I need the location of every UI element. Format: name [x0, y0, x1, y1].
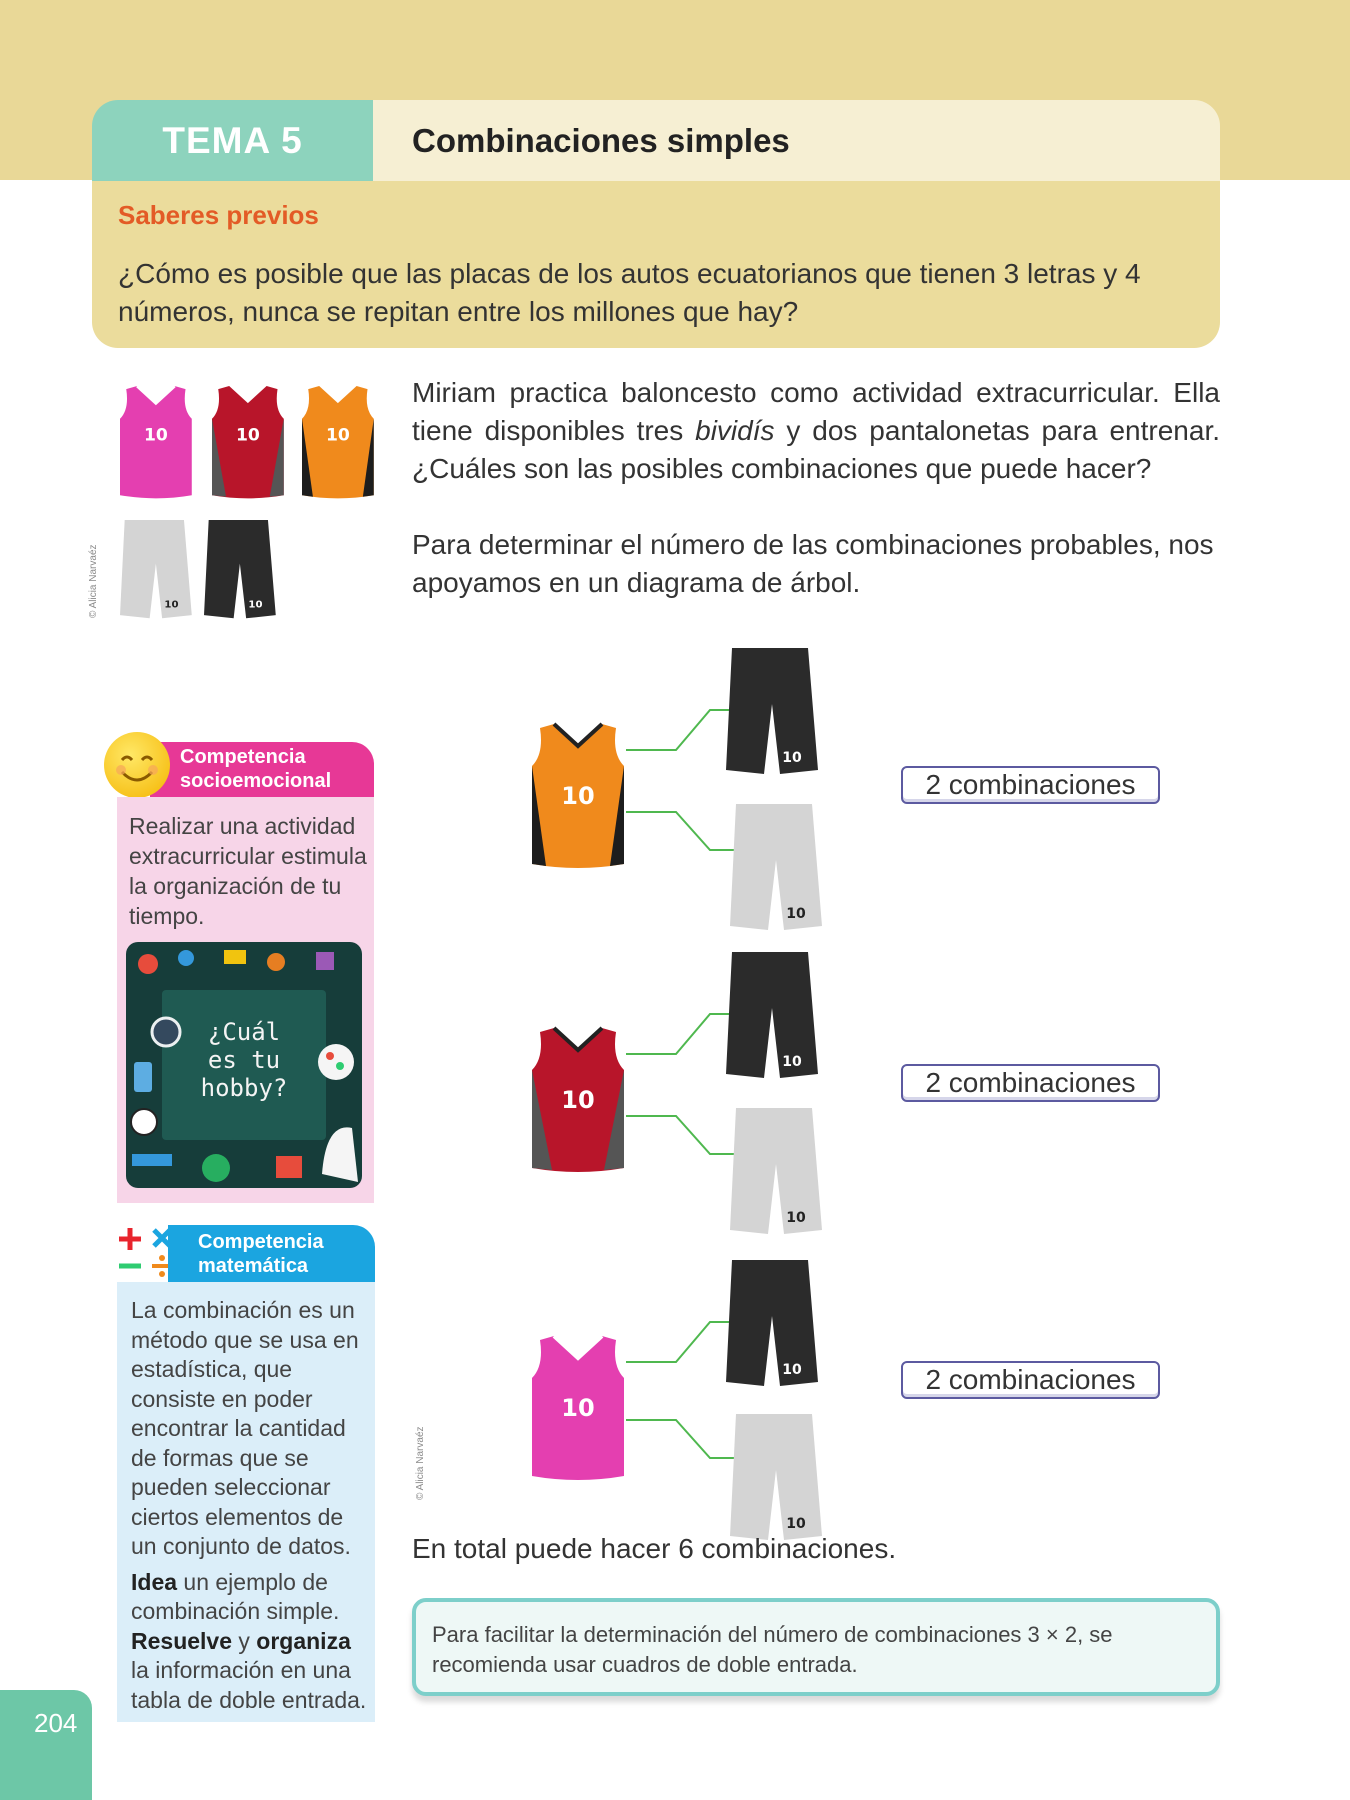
- jersey-number: 10: [561, 782, 595, 810]
- activity-part: un ejemplo de combinación simple.: [131, 1568, 340, 1624]
- tree-gray-shorts: [730, 804, 822, 930]
- photo-credit: © Alicia Narvaéz: [415, 1426, 426, 1500]
- definition-text: La combinación es un método que se usa en estadística, que consiste en poder encontrar la cantidad de formas que se pueden seleccionar ciertos elementos de un conjunto de datos.: [131, 1297, 359, 1559]
- intro-paragraph: [412, 374, 1220, 488]
- prior-knowledge-question: ¿Cómo es posible que las placas de los autos ecuatorianos que tienen 3 letras y 4 números, nunca se repitan entre los millones que hay?: [118, 258, 1141, 327]
- intro-text: Miriam practica baloncesto como actividad extracurricular. Ella tiene disponibles tres: [412, 377, 1220, 446]
- activity-part: y: [232, 1627, 257, 1654]
- tree-branch: [626, 812, 750, 850]
- shorts-number: 10: [786, 1210, 806, 1226]
- combination-count-box: 2 combinaciones: [901, 1361, 1160, 1399]
- keyword: Resuelve: [131, 1627, 233, 1654]
- red-jersey-small: [212, 386, 284, 498]
- jersey-number: 10: [235, 425, 260, 446]
- chalkboard-text: ¿Cuál: [207, 1018, 281, 1046]
- page-title: Combinaciones simples: [373, 100, 1220, 181]
- intro-emphasis: bividís: [695, 415, 775, 446]
- tree-diagram: [520, 640, 840, 1540]
- tree-gray-shorts: [730, 1414, 822, 1540]
- activity-text: [131, 1627, 371, 1716]
- tree-branch: [626, 1420, 750, 1458]
- competencia-matematica-box: [117, 1282, 375, 1722]
- activity-text: [131, 1568, 371, 1627]
- shorts-number: 10: [248, 599, 263, 611]
- tree-orange-jersey: [532, 724, 624, 868]
- jersey-number: 10: [325, 425, 350, 446]
- photo-credit: © Alicia Narvaéz: [88, 544, 99, 618]
- shorts-number: 10: [782, 1054, 802, 1070]
- combination-count-box: 2 combinaciones: [901, 1064, 1160, 1102]
- jersey-number: 10: [561, 1394, 595, 1422]
- shorts-number: 10: [786, 906, 806, 922]
- page-number: 204: [0, 1690, 92, 1800]
- tree-red-jersey: [532, 1028, 624, 1172]
- competencia-socioemocional-header: [150, 742, 374, 797]
- shorts-number: 10: [786, 1516, 806, 1532]
- hobby-chalkboard-illustration: [126, 942, 362, 1188]
- tema-label: TEMA 5: [92, 100, 373, 181]
- shorts-number: 10: [782, 750, 802, 766]
- tree-intro-paragraph: Para determinar el número de las combinaciones probables, nos apoyamos en un diagrama de árbol.: [412, 529, 1214, 598]
- competencia-title: Competencia: [198, 1231, 324, 1253]
- combination-count-box: 2 combinaciones: [901, 766, 1160, 804]
- tree-pink-jersey: [532, 1336, 624, 1480]
- jersey-number: 10: [143, 425, 168, 446]
- pink-jersey-small: [120, 386, 192, 498]
- jersey-number: 10: [561, 1086, 595, 1114]
- shorts-number: 10: [782, 1362, 802, 1378]
- tree-black-shorts: [726, 1260, 818, 1386]
- smiley-icon: [104, 732, 170, 798]
- topic-header: [92, 100, 1220, 348]
- tree-black-shorts: [726, 952, 818, 1078]
- orange-jersey-small: [302, 386, 374, 498]
- competencia-socioemocional-box: [117, 797, 374, 1203]
- competencia-title: Competencia: [180, 746, 306, 768]
- shorts-number: 10: [164, 599, 179, 611]
- keyword: Idea: [131, 1568, 178, 1595]
- chalkboard-text: hobby?: [200, 1074, 288, 1102]
- tree-branch: [626, 1116, 750, 1154]
- activity-part: la información en una tabla de doble entrada.: [131, 1657, 367, 1713]
- gray-shorts-small: [120, 520, 192, 618]
- clothing-set-illustration: [120, 386, 380, 622]
- black-shorts-small: [204, 520, 276, 618]
- saberes-previos-label: Saberes previos: [118, 200, 319, 230]
- total-combinations: En total puede hacer 6 combinaciones.: [412, 1533, 897, 1564]
- competencia-mat-text: [131, 1296, 371, 1715]
- tip-box: Para facilitar la determinación del número de combinaciones 3 × 2, se recomienda usar cuadros de doble entrada.: [412, 1598, 1220, 1696]
- keyword: organiza: [256, 1627, 351, 1654]
- tree-gray-shorts: [730, 1108, 822, 1234]
- competencia-title: matemática: [198, 1255, 309, 1277]
- competencia-matematica-header: [168, 1225, 375, 1282]
- tree-black-shorts: [726, 648, 818, 774]
- competencia-title: socioemocional: [180, 770, 332, 792]
- chalkboard-text: es tu: [207, 1046, 281, 1074]
- competencia-socio-text: Realizar una actividad extracurricular estimula la organización de tu tiempo.: [129, 813, 367, 929]
- intro-text: y dos pantalonetas para entrenar. ¿Cuáles son las posibles combinaciones que puede hacer?: [412, 415, 1220, 484]
